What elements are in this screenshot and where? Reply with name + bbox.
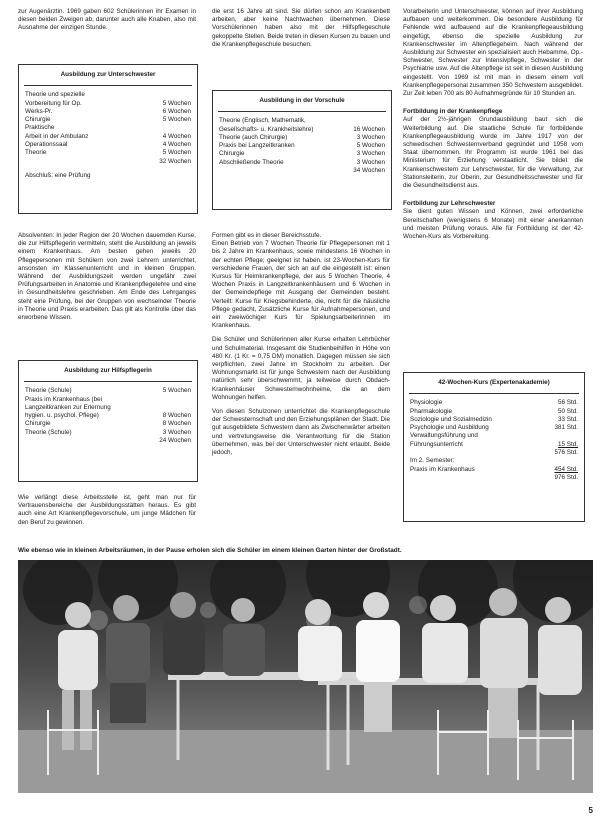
row-value: 5 Wochen bbox=[162, 149, 191, 157]
row-value: 5 Wochen bbox=[356, 142, 385, 150]
table-row bbox=[404, 416, 584, 424]
row-value: 6 Wochen bbox=[162, 107, 191, 115]
row-label: Arbeit in der Ambulanz bbox=[25, 132, 89, 140]
paragraph: Auf der 2½-jährigen Grundausbildung baut sich die Weiterbildung auf. Die staatliche Schule für fortbildende Krankenpflegeausbildung wurde im Jahre 1917 von der schwedischen Schwesternverband gegründet und 1958 vom Staat übernommen. Ihr Programm ist wurde 1961 bei das Ministerium für Erziehung verstaatlicht. Sie bildet die Krankenschwestern zur Lehrschwester, für die Verwaltung, zur Stationsleiterin, zur Oberin, zur Gesundheitsschwester und für die Gesundheitsdienst aus. bbox=[403, 116, 583, 190]
table-row bbox=[404, 449, 584, 457]
row-label: Werks-Pr. bbox=[25, 107, 53, 115]
table-row bbox=[19, 387, 197, 395]
table-row bbox=[213, 126, 391, 134]
paragraph: Vorarbeiterin und Unterschwester, können auf ihrer Ausbildung aufbauen und weiterkommen. Die besondere Ausbildung für Fehlende wird aufbauend auf die Krankenpflegeausbildung eingefügt, ebenso die spezielle Ausbildung zur Krankenschwester im Altenpflegeheim. Nach während der Ausbildung zur Schwester ein spezialisiert auch Hebamme, Op.-Schwester, Schwester zur Intensivpflege, Schwester in der Psychiatrie usw. Auf die Altenpflege ist seit in diesen Ausbildung eingestellt. Von 1969 ist mit man in diesem einem voll Krankenpflegepersonal zusammen 350 Schwestern ausgebildet. Zur Zeit leben 700 als 80 Aufnahmegründe für 10 Stunden an. bbox=[403, 8, 583, 98]
column-2 bbox=[212, 8, 390, 49]
table-row bbox=[404, 457, 584, 465]
table-unterschwester bbox=[18, 64, 198, 214]
paragraph: die erst 16 Jahre alt sind. Sie dürfen schon am Krankenbett arbeiten, aber keine Nachtwachen übernehmen. Diese Vorschülerinnen haben also mit der Hilfspflegeschule gekoppelte Stellen. Beide treten in diesen Kursen zu bauen und die Krankenpflegeschule besuchen. bbox=[212, 8, 390, 48]
table-row bbox=[19, 412, 197, 420]
row-label: Führungsunterricht bbox=[410, 440, 463, 448]
row-value: 5 Wochen bbox=[162, 116, 191, 124]
row-label: Theorie (Englisch, Mathematik, bbox=[219, 117, 306, 125]
page-number: 5 bbox=[588, 806, 593, 815]
table-row bbox=[19, 420, 197, 428]
row-value: 3 Wochen bbox=[356, 150, 385, 158]
row-value: 5 Wochen bbox=[162, 387, 191, 395]
row-label: Praxis im Krankenhaus bbox=[410, 465, 475, 473]
table-row bbox=[19, 133, 197, 141]
row-label: Psychologie und Ausbildung bbox=[410, 424, 489, 432]
row-value: 4 Wochen bbox=[162, 141, 191, 149]
table-row bbox=[404, 399, 584, 407]
row-label: Soziologie und Sozialmedizin bbox=[410, 415, 492, 423]
table-row bbox=[19, 158, 197, 166]
row-label: Theorie bbox=[25, 149, 47, 157]
table-row bbox=[19, 124, 197, 132]
row-value: 15 Std. bbox=[558, 440, 578, 448]
row-value: 454 Std. bbox=[554, 465, 578, 473]
table-row bbox=[19, 91, 197, 99]
row-value: 576 Std. bbox=[554, 449, 578, 457]
row-value: 34 Wochen bbox=[353, 167, 385, 175]
row-label: Physiologie bbox=[410, 399, 443, 407]
table-row bbox=[213, 150, 391, 158]
row-label: hygien. u. psychol. Pflege) bbox=[25, 412, 99, 420]
section-heading: Fortbildung zur Lehrschwester bbox=[403, 200, 496, 208]
table-hilfspflegerin bbox=[18, 360, 198, 482]
row-value: 32 Wochen bbox=[159, 157, 191, 165]
row-label: Theorie (Schule) bbox=[25, 387, 72, 395]
row-value: 24 Wochen bbox=[159, 437, 191, 445]
table-row bbox=[404, 424, 584, 432]
photo-image bbox=[18, 560, 593, 793]
paragraph: zur Augenärztin. 1969 gaben 602 Schülerinnen ihr Examen in diesen beiden Zweigen ab, darunter auch alle Knaben, also mit Ausnahme der einzigen Stunde. bbox=[18, 8, 196, 32]
row-label: Theorie (auch Chirurgie) bbox=[219, 133, 288, 141]
table-title: Ausbildung zur Hilfspflegerin bbox=[64, 367, 152, 374]
row-value: 3 Wochen bbox=[162, 428, 191, 436]
row-label: Praktische bbox=[25, 124, 55, 132]
table-row bbox=[19, 116, 197, 124]
table-row bbox=[404, 432, 584, 440]
table-row bbox=[213, 134, 391, 142]
row-value: 56 Std. bbox=[558, 399, 578, 407]
table-row bbox=[404, 466, 584, 474]
table-row bbox=[19, 149, 197, 157]
column-1-mid bbox=[18, 232, 196, 322]
table-row bbox=[213, 159, 391, 167]
row-label: Theorie (Schule) bbox=[25, 428, 72, 436]
paragraph: Einen Betrieb von 7 Wochen Theorie für Pflegepersonen mit 1 bis 2 Jahre im Krankenhaus, sowie mindestens 16 Wochen in der echten Pflege; geeignet ist haben, ist 23-Wochen-Kurs für verschiedene Frauen, der sich an auf die eingestellt ist: einen Kursus für Heimkrankenpflege, der aus 5 Wochen Theorie, 4 Wochen Praxis in Langzeitkrankenhäusern und 6 Wochen in der Gemeindepflege mit Ausgang der Gemeinden besteht. Verteilt: Kurse für Kriegsbehinderte, die, nicht für die häusliche Pflege gedacht, Zusätzliche Kurse für Aufnahmepersonen, und ein zweiwöchiger Kurs für Spielungsarbeiterinnen im Krankenhaus. bbox=[212, 240, 390, 330]
row-label: Theorie und spezielle bbox=[25, 91, 85, 99]
row-value: 976 Std. bbox=[554, 473, 578, 481]
row-label: Abschließende Theorie bbox=[219, 158, 284, 166]
column-2-main bbox=[212, 232, 390, 457]
table-row bbox=[19, 141, 197, 149]
table-42-wochen-kurs bbox=[403, 372, 585, 522]
photo-students-garden bbox=[18, 560, 593, 793]
row-label: Chirurgie bbox=[25, 420, 51, 428]
table-row bbox=[19, 100, 197, 108]
paragraph: Wie verlängt diese Arbeitsstelle ist, geht man nur für Vertrauensbereiche der Ausbildungsstätten heraus. Es gibt auch eine Art Krankenpflegevorschule, um junge Mädchen für den Beruf zu gewinnen. bbox=[18, 494, 196, 526]
table-footer: Abschluß: eine Prüfung bbox=[25, 171, 91, 179]
row-value: 3 Wochen bbox=[356, 133, 385, 141]
table-row bbox=[404, 441, 584, 449]
table-vorschule bbox=[212, 90, 392, 210]
table-title: 42-Wochen-Kurs (Expertenakademie) bbox=[438, 379, 550, 386]
row-value: 4 Wochen bbox=[162, 132, 191, 140]
table-row bbox=[213, 117, 391, 125]
paragraph: Formen gibt es in dieser Bereichsstufe. bbox=[212, 232, 322, 239]
row-value: 8 Wochen bbox=[162, 420, 191, 428]
table-row bbox=[19, 108, 197, 116]
row-value: 381 Std. bbox=[554, 424, 578, 432]
row-label: Praxis bei Langzeitkranken bbox=[219, 142, 295, 150]
column-1 bbox=[18, 8, 196, 33]
paragraph: Von diesen Schulzonen unterrichtet die Krankenpflegeschule der Schwesternschaft und den Erziehungsplänen der Stadt. Die gut ausgebildete Schwestern dann als Zwischenwärter arbeiten und vertretungsweise die Verantwortung für die Station übernehmen, was bei der Unterschwester nicht erlaubt. Beide jedoch, bbox=[212, 408, 390, 457]
row-value: 50 Std. bbox=[558, 407, 578, 415]
table-row bbox=[213, 167, 391, 175]
paragraph: Sie dient guten Wissen und Können, zwei erforderliche Bereitschaften (wenigstens 6 Monate) mit einer anerkannten und meisten Prüfung voraus. Alle für Fortbildung ist der 42-Wochen-Kurs als Vorbereitung. bbox=[403, 208, 583, 241]
row-label: Gesellschafts- u. Krankheitslehre) bbox=[219, 125, 314, 133]
row-value: 33 Std. bbox=[558, 415, 578, 423]
paragraph: Die Schüler und Schülerinnen aller Kurse erhalten Lehrbücher und Schulmaterial. Insgesamt die Studienbeihilfen in Höhe von 480 Kr. (1 Kr. = 0,75 DM) monatlich. Dagegen müssen sie sich verpflichten, zwei Jahre im Stockholm zu arbeiten. Der Wohnungsmarkt ist für junge Schwestern nach der Ausbildung natürlich sehr überschwemmt, ja teilweise durch Obdach-Krankenhäuser Schwesternwohnheime, die an dem Wohnungen helfen. bbox=[212, 336, 390, 401]
table-row bbox=[213, 142, 391, 150]
row-label: Pharmakologie bbox=[410, 407, 453, 415]
photo-caption: Wie ebenso wie in kleinen Arbeitsräumen, in der Pause erholen sich die Schüler im einem kleinen Garten hinter der Großstadt. bbox=[18, 547, 402, 554]
row-label: Langzeitkranken zur Erlernung bbox=[25, 403, 111, 411]
section-heading: Fortbildung in der Krankenpflege bbox=[403, 108, 503, 116]
row-label: Praxis im Krankenhaus (bei bbox=[25, 395, 102, 403]
table-row bbox=[19, 429, 197, 437]
table-title: Ausbildung in der Vorschule bbox=[259, 97, 345, 104]
row-label: Chirurgie bbox=[219, 150, 245, 158]
table-title: Ausbildung zur Unterschwester bbox=[60, 71, 156, 78]
row-label: Operationssaal bbox=[25, 141, 68, 149]
row-label: Vorbereitung für Op. bbox=[25, 99, 82, 107]
table-row bbox=[19, 404, 197, 412]
row-label: Verwaltungsführung und bbox=[410, 432, 478, 440]
column-1-bottom bbox=[18, 494, 196, 527]
row-label: Im 2. Semester: bbox=[410, 457, 455, 465]
row-label: Chirurgie bbox=[25, 116, 51, 124]
column-3 bbox=[403, 8, 583, 241]
table-row bbox=[404, 474, 584, 482]
table-row bbox=[404, 408, 584, 416]
row-value: 8 Wochen bbox=[162, 412, 191, 420]
table-row bbox=[19, 437, 197, 445]
row-value: 16 Wochen bbox=[353, 125, 385, 133]
row-value: 3 Wochen bbox=[356, 158, 385, 166]
paragraph: Absolventen: In jeder Region der 20 Wochen dauernden Kurse, die zur Hilfspflegerin vermitteln, steht die Ausbildung an jeweils einem Krankenhaus. Am besten gehen jeweils 20 Pflegepersonen mit Schülern von zwei Lehrern unterrichtet, ansonsten im Klassenunterricht und in kleinen Gruppen. Während der Ausbildungszeit werden ungefähr zwei Prüfungsarbeiten in Anatomie und Krankenpflegelehre und eine in Gesundheitslehre geschrieben. Am Ende des Lehrganges steht eine Prüfung, bei der Gruppen von wechselnder Theorie in Theorie und Praxis erarbeiten. Das gilt als Kontrolle über das erworbene Wissen. bbox=[18, 232, 196, 322]
table-row bbox=[19, 396, 197, 404]
row-value: 5 Wochen bbox=[162, 99, 191, 107]
